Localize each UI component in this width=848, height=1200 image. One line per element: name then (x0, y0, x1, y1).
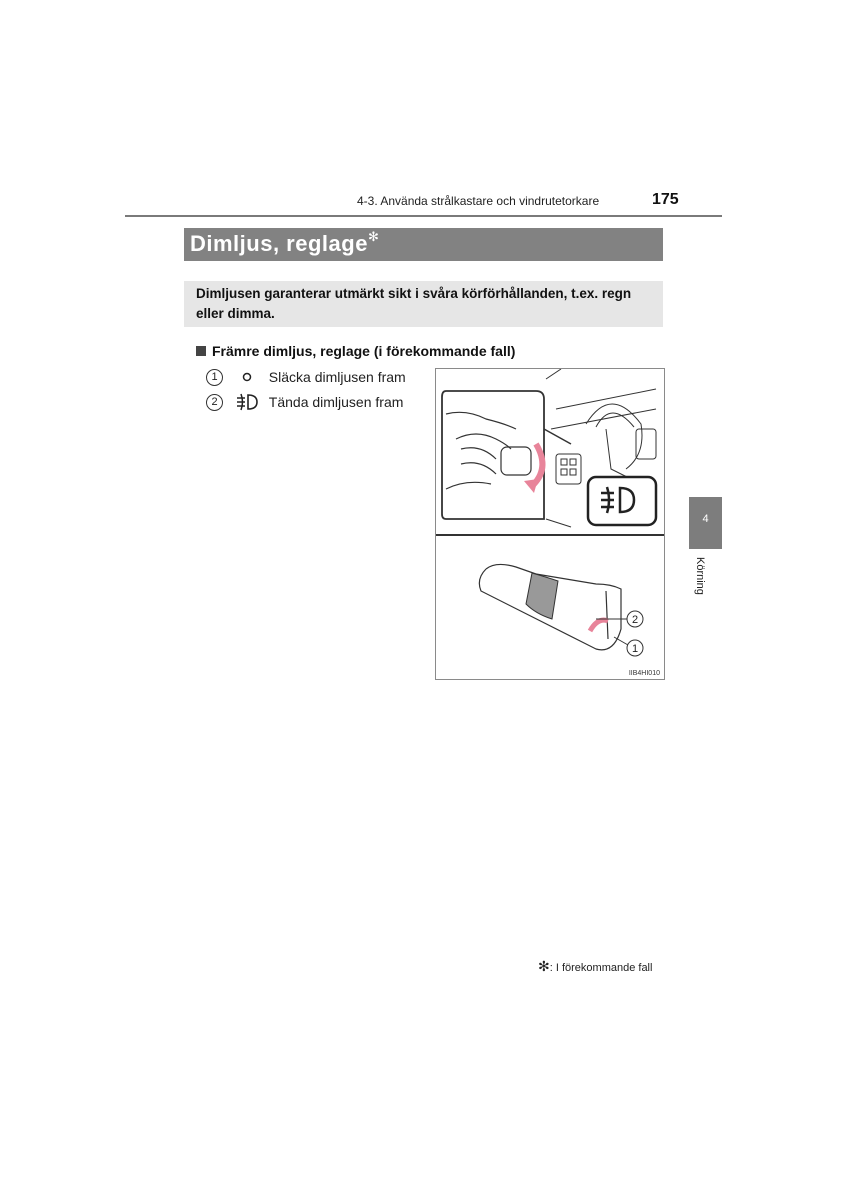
page-title-text: Dimljus, reglage (190, 231, 368, 256)
list-item (206, 367, 406, 387)
zoom-inset (442, 391, 544, 519)
page-number: 175 (652, 191, 679, 208)
illustration-drawing (436, 369, 664, 679)
footnote (538, 958, 652, 975)
off-circle-icon (235, 367, 259, 387)
footnote-text: : I förekommande fall (549, 962, 653, 974)
chapter-label: Körning (694, 557, 706, 595)
figure-code: IIB4HI010 (628, 670, 660, 677)
footnote-star: ✻ (538, 958, 550, 974)
intro-text: Dimljusen garanterar utmärkt sikt i svåra körförhållanden, t.ex. regn eller dimma. (196, 286, 632, 321)
item-label: Släcka dimljusen fram (268, 369, 406, 385)
front-fog-light-icon (235, 392, 259, 412)
page-title (190, 231, 379, 257)
title-star: ✻ (367, 229, 380, 244)
header-divider (125, 215, 722, 217)
sub-heading-text: Främre dimljus, reglage (i förekommande fall) (212, 343, 516, 359)
item-label: Tända dimljusen fram (268, 394, 404, 410)
section-header: 4-3. Använda strålkastare och vindrutetorkare (357, 194, 600, 208)
svg-text:2: 2 (631, 614, 639, 626)
fog-light-indicator-box (588, 477, 656, 525)
list-item (206, 392, 403, 412)
chapter-number: 4 (702, 513, 709, 525)
chapter-tab (689, 497, 722, 549)
fog-light-switch-illustration (435, 368, 665, 680)
sub-heading (196, 343, 515, 359)
svg-text:1: 1 (631, 643, 639, 655)
push-arrow-icon (590, 620, 608, 631)
item-number: 2 (206, 394, 223, 411)
square-bullet-icon (196, 346, 206, 356)
title-bar (184, 228, 663, 261)
item-number: 1 (206, 369, 223, 386)
intro-box (184, 281, 663, 327)
